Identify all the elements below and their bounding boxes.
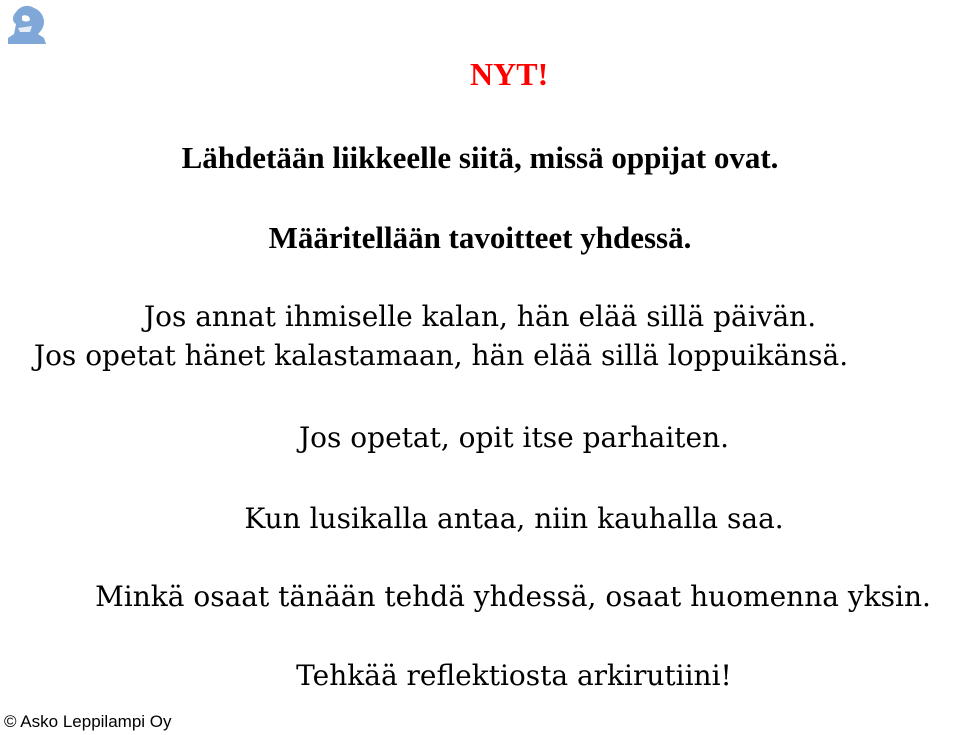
text-line-7: Minkä osaat tänään tehdä yhdessä, osaat huomenna yksin. bbox=[95, 580, 931, 613]
text-line-1: Lähdetään liikkeelle siitä, missä oppijat ovat. bbox=[181, 140, 779, 175]
text-line-4: Jos opetat hänet kalastamaan, hän elää sillä loppuikänsä. bbox=[33, 339, 849, 372]
text-line-6: Kun lusikalla antaa, niin kauhalla saa. bbox=[244, 502, 784, 535]
text-line-2: Määritellään tavoitteet yhdessä. bbox=[268, 220, 692, 255]
logo-icon bbox=[2, 2, 52, 46]
page-title: NYT! bbox=[470, 56, 549, 92]
text-line-8: Tehkää reflektiosta arkirutiini! bbox=[296, 659, 732, 692]
copyright-notice: © Asko Leppilampi Oy bbox=[4, 712, 172, 731]
text-line-3: Jos annat ihmiselle kalan, hän elää sillä päivän. bbox=[143, 300, 817, 333]
text-line-5: Jos opetat, opit itse parhaiten. bbox=[298, 421, 730, 454]
